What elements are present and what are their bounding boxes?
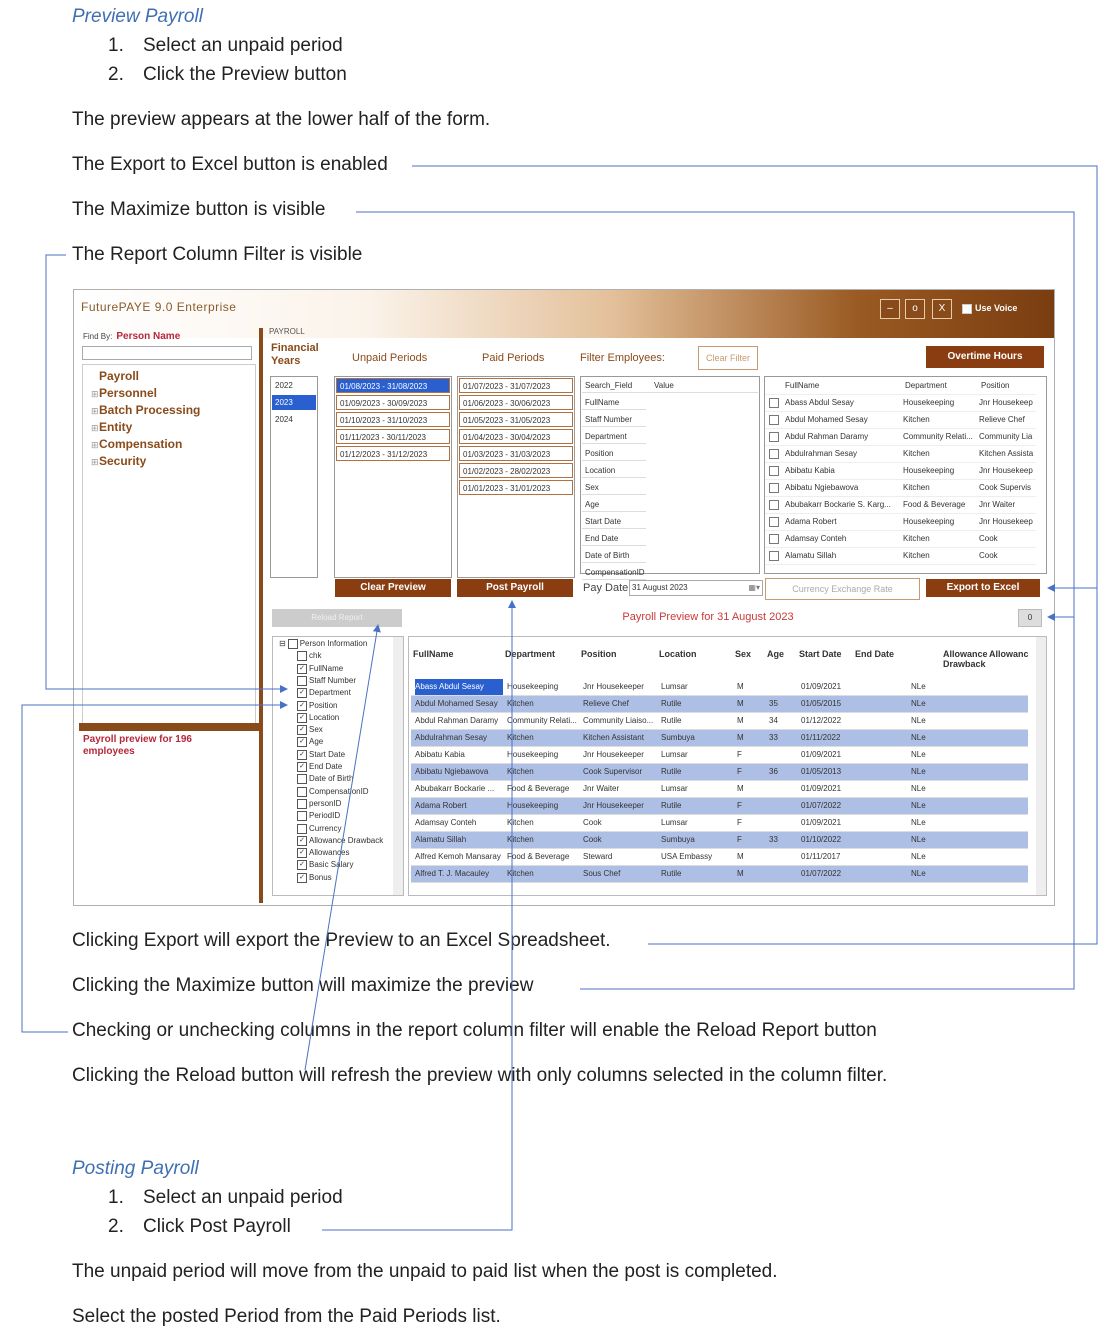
table-cell: NLe <box>911 733 926 742</box>
grid-column-header[interactable]: Position <box>581 649 617 659</box>
grid-column-header[interactable]: End Date <box>855 649 895 659</box>
paid-period-item[interactable]: 01/05/2023 - 31/05/2023 <box>459 412 573 427</box>
table-cell: Alfred Kemoh Mansaray <box>415 852 501 861</box>
paid-period-item[interactable]: 01/04/2023 - 30/04/2023 <box>459 429 573 444</box>
employee-cell: Adama Robert <box>785 517 837 526</box>
employee-cell: Abdul Rahman Daramy <box>785 432 869 441</box>
grid-column-header[interactable]: Location <box>659 649 697 659</box>
nav-item-batch-processing[interactable]: ⊞Batch Processing <box>91 403 201 417</box>
table-cell: M <box>737 869 744 878</box>
table-cell: M <box>737 784 744 793</box>
table-cell: F <box>737 818 742 827</box>
table-cell: 33 <box>769 835 778 844</box>
column-header: Position <box>981 381 1010 390</box>
search-field-header: Search_Field <box>585 381 633 390</box>
employee-cell: Abibatu Ngiebawova <box>785 483 859 492</box>
grid-column-header[interactable]: Allowanc <box>989 649 1029 659</box>
employee-cell: Housekeeping <box>903 398 955 407</box>
find-by: Find By: Person Name <box>83 331 181 342</box>
table-cell: Abass Abdul Sesay <box>415 679 503 695</box>
table-cell: 01/12/2022 <box>801 716 842 725</box>
paid-period-item[interactable]: 01/03/2023 - 31/03/2023 <box>459 446 573 461</box>
table-cell: Abibatu Ngiebawova <box>415 767 489 776</box>
filter-item-label: personID <box>309 799 342 808</box>
table-cell: 35 <box>769 699 778 708</box>
filter-item-label: Staff Number <box>309 676 356 685</box>
employee-cell: Food & Beverage <box>903 500 966 509</box>
table-cell: Cook <box>583 818 602 827</box>
nav-item-payroll[interactable]: Payroll <box>99 369 140 383</box>
table-cell: F <box>737 801 742 810</box>
section-heading-posting: Posting Payroll <box>72 1158 199 1179</box>
employee-cell: Kitchen <box>903 534 930 543</box>
search-field-row[interactable]: Sex <box>582 480 646 495</box>
table-cell: Cook <box>583 835 602 844</box>
table-cell: Food & Beverage <box>507 852 570 861</box>
table-cell: Kitchen <box>507 818 534 827</box>
filter-item-label: Currency <box>309 823 342 833</box>
year-item-selected[interactable]: 2023 <box>272 395 316 410</box>
search-field-row[interactable]: Location <box>582 463 646 478</box>
table-cell: NLe <box>911 818 926 827</box>
grid-column-header[interactable]: Sex <box>735 649 752 659</box>
table-cell: Housekeeping <box>507 682 559 691</box>
filter-item-label: End Date <box>309 762 343 772</box>
reload-report-button[interactable]: Reload Report <box>272 609 402 627</box>
note-text: Clicking Export will export the Preview to an Excel Spreadsheet. <box>72 930 611 951</box>
employee-cell: Abubakarr Bockarie S. Karg... <box>785 500 891 509</box>
filter-checkbox[interactable]: ✓ <box>297 701 307 711</box>
table-cell: Rutile <box>661 869 682 878</box>
search-field-row[interactable]: Start Date <box>582 514 646 529</box>
arrow-maximize <box>356 212 1074 989</box>
unpaid-period-item[interactable]: 01/10/2023 - 31/10/2023 <box>336 412 450 427</box>
minimize-button[interactable]: – <box>880 299 900 319</box>
table-cell: Abubakarr Bockarie ... <box>415 784 495 793</box>
arrow-reload <box>305 625 378 1070</box>
employee-cell: Community Lia <box>979 432 1033 441</box>
table-cell: 36 <box>769 767 778 776</box>
table-cell: Steward <box>583 852 613 861</box>
table-cell: NLe <box>911 750 926 759</box>
table-cell: Kitchen <box>507 869 534 878</box>
table-cell: Kitchen <box>507 699 534 708</box>
table-cell: 01/05/2015 <box>801 699 842 708</box>
paid-periods-label: Paid Periods <box>482 352 545 364</box>
table-cell: USA Embassy <box>661 852 713 861</box>
table-cell: Rutile <box>661 801 682 810</box>
filter-checkbox[interactable]: ✓ <box>297 737 307 747</box>
filter-checkbox[interactable]: ✓ <box>297 836 307 846</box>
employee-cell: Abdul Mohamed Sesay <box>785 415 868 424</box>
employee-cell: Kitchen <box>903 483 930 492</box>
table-cell: M <box>737 699 744 708</box>
unpaid-period-item[interactable]: 01/11/2023 - 30/11/2023 <box>336 429 450 444</box>
table-cell: F <box>737 750 742 759</box>
nav-item-entity[interactable]: ⊞Entity <box>91 420 133 434</box>
use-voice-toggle[interactable]: Use Voice <box>962 303 1017 314</box>
step-item: 2. Click the Preview button <box>108 64 347 85</box>
search-field-row[interactable]: Position <box>582 446 646 461</box>
table-cell: 01/09/2021 <box>801 818 842 827</box>
filter-checkbox[interactable]: ✓ <box>297 713 307 723</box>
financial-years-label: Financial Years <box>271 342 319 367</box>
table-cell: Jnr Housekeeper <box>583 750 644 759</box>
unpaid-period-item[interactable]: 01/09/2023 - 30/09/2023 <box>336 395 450 410</box>
pay-date-picker[interactable]: 31 August 2023 ▦▾ <box>629 580 763 596</box>
table-cell: NLe <box>911 835 926 844</box>
table-cell: 01/11/2022 <box>801 733 841 742</box>
filter-item-label: Position <box>309 700 338 710</box>
table-cell: NLe <box>911 699 926 708</box>
column-header: Department <box>905 381 947 390</box>
clear-preview-button[interactable]: Clear Preview <box>335 579 451 597</box>
table-cell: Kitchen <box>507 733 534 742</box>
year-item[interactable]: 2022 <box>275 381 293 390</box>
table-cell: Lumsar <box>661 750 688 759</box>
paid-period-item[interactable]: 01/06/2023 - 30/06/2023 <box>459 395 573 410</box>
filter-item-label: chk <box>309 651 322 661</box>
table-cell: 01/09/2021 <box>801 682 842 691</box>
table-cell: Lumsar <box>661 682 688 691</box>
filter-item-label: Date of Birth <box>309 774 354 784</box>
table-cell: M <box>737 682 744 691</box>
post-payroll-button[interactable]: Post Payroll <box>457 579 573 597</box>
employee-cell: Community Relati... <box>903 432 973 441</box>
table-cell: Abdul Rahman Daramy <box>415 716 499 725</box>
table-cell: NLe <box>911 716 926 725</box>
table-cell: Kitchen <box>507 835 534 844</box>
table-cell: Community Relati... <box>507 716 577 725</box>
search-field-row[interactable]: CompensationID <box>582 565 646 580</box>
employee-cell: Relieve Chef <box>979 415 1025 424</box>
calendar-icon: ▦▾ <box>748 583 760 592</box>
filter-checkbox[interactable]: ✓ <box>297 688 307 698</box>
employee-cell: Housekeeping <box>903 466 955 475</box>
step-item: 1. Select an unpaid period <box>108 35 343 56</box>
table-cell: Kitchen <box>507 767 534 776</box>
table-cell: 01/07/2022 <box>801 869 842 878</box>
note-text: Select the posted Period from the Paid Periods list. <box>72 1306 501 1327</box>
nav-item-personnel[interactable]: ⊞Personnel <box>91 386 158 400</box>
note-text: The Report Column Filter is visible <box>72 244 363 265</box>
grid-column-header[interactable]: FullName <box>413 649 454 659</box>
table-cell: NLe <box>911 682 926 691</box>
note-text: Clicking the Reload button will refresh the preview with only columns selected in the column filter. <box>72 1065 888 1086</box>
filter-item-label: PeriodID <box>309 811 341 821</box>
filter-item-label: FullName <box>309 663 344 673</box>
table-cell: M <box>737 733 744 742</box>
employee-cell: Kitchen <box>903 449 930 458</box>
paid-period-item[interactable]: 01/01/2023 - 31/01/2023 <box>459 480 573 495</box>
unpaid-period-selected[interactable]: 01/08/2023 - 31/08/2023 <box>336 378 450 393</box>
restore-button[interactable]: o <box>905 299 925 319</box>
employee-cell: Jnr Waiter <box>979 500 1016 509</box>
table-cell: Abibatu Kabia <box>415 750 465 759</box>
filter-checkbox[interactable]: ✓ <box>297 762 307 772</box>
filter-checkbox[interactable]: ✓ <box>297 725 307 735</box>
search-field-row[interactable]: FullName <box>582 395 646 410</box>
arrow-filter <box>46 255 287 689</box>
filter-checkbox[interactable]: ✓ <box>297 860 307 870</box>
grid-column-header[interactable]: Department <box>505 649 556 659</box>
table-cell: Housekeeping <box>507 801 559 810</box>
table-cell: M <box>737 852 744 861</box>
table-cell: 34 <box>769 716 778 725</box>
breadcrumb: PAYROLL <box>269 327 305 336</box>
table-cell: Alfred T. J. Macauley <box>415 869 490 878</box>
search-field-row[interactable]: Staff Number <box>582 412 646 427</box>
table-cell: 33 <box>769 733 778 742</box>
arrow-export <box>412 166 1097 944</box>
paid-period-item[interactable]: 01/02/2023 - 28/02/2023 <box>459 463 573 478</box>
table-cell: Lumsar <box>661 784 688 793</box>
table-cell: Kitchen Assistant <box>583 733 644 742</box>
paid-period-item[interactable]: 01/07/2023 - 31/07/2023 <box>459 378 573 393</box>
table-cell: Jnr Housekeeper <box>583 801 644 810</box>
preview-count: Payroll preview for 196 employees <box>83 734 192 757</box>
nav-item-compensation[interactable]: ⊞Compensation <box>91 437 183 451</box>
table-cell: Rutile <box>661 767 682 776</box>
note-text: The unpaid period will move from the unpaid to paid list when the post is completed. <box>72 1261 778 1282</box>
note-text: The Export to Excel button is enabled <box>72 154 388 175</box>
filter-item-label: Bonus <box>309 872 332 882</box>
filter-item-label: Age <box>309 737 324 747</box>
filter-item-label: CompensationID <box>309 786 369 796</box>
employee-cell: Alamatu Sillah <box>785 551 837 560</box>
grid-column-header[interactable]: Start Date <box>799 649 842 659</box>
filter-checkbox[interactable]: ✓ <box>297 873 307 883</box>
currency-exchange-rate-input[interactable]: Currency Exchange Rate <box>765 578 920 600</box>
table-cell: Relieve Chef <box>583 699 629 708</box>
step-item: 1. Select an unpaid period <box>108 1187 343 1208</box>
table-cell: NLe <box>911 767 926 776</box>
filter-checkbox[interactable]: ✓ <box>297 664 307 674</box>
employee-cell: Kitchen <box>903 415 930 424</box>
collapse-icon[interactable]: ⊟ <box>279 639 286 649</box>
table-cell: Adama Robert <box>415 801 467 810</box>
table-cell: Jnr Waiter <box>583 784 620 793</box>
table-cell: Jnr Housekeeper <box>583 682 644 691</box>
table-cell: Food & Beverage <box>507 784 570 793</box>
employee-cell: Jnr Housekeep <box>979 517 1033 526</box>
close-button[interactable]: X <box>932 299 952 319</box>
year-item[interactable]: 2024 <box>275 415 293 424</box>
employee-cell: Jnr Housekeep <box>979 398 1033 407</box>
employee-cell: Jnr Housekeep <box>979 466 1033 475</box>
search-field-row[interactable]: Department <box>582 429 646 444</box>
note-text: Checking or unchecking columns in the report column filter will enable the Reload Report button <box>72 1020 877 1041</box>
unpaid-periods-label: Unpaid Periods <box>352 352 428 364</box>
find-by-selector[interactable]: Person Name <box>116 331 181 342</box>
step-item: 2. Click Post Payroll <box>108 1216 291 1237</box>
table-cell: Sumbuya <box>661 835 695 844</box>
table-cell: Community Liaiso... <box>583 716 654 725</box>
table-cell: 01/09/2021 <box>801 750 842 759</box>
table-cell: 01/10/2022 <box>801 835 842 844</box>
filter-item-label: Person Information <box>299 639 368 649</box>
table-cell: NLe <box>911 784 926 793</box>
table-cell: M <box>737 716 744 725</box>
table-cell: Adamsay Conteh <box>415 818 477 827</box>
filter-employees-label: Filter Employees: <box>580 352 665 364</box>
employee-cell: Kitchen Assista <box>979 449 1034 458</box>
search-field-row[interactable]: Date of Birth <box>582 548 646 563</box>
preview-title: Payroll Preview for 31 August 2023 <box>622 611 794 623</box>
pay-date-label: Pay Date <box>583 582 629 594</box>
table-cell: Lumsar <box>661 818 688 827</box>
filter-checkbox[interactable]: ✓ <box>297 848 307 858</box>
filter-item-label: Allowance Drawback <box>309 835 384 845</box>
column-header: FullName <box>785 381 820 390</box>
table-cell: NLe <box>911 852 926 861</box>
note-text: The preview appears at the lower half of the form. <box>72 109 491 130</box>
arrow-checking <box>22 705 287 1032</box>
table-cell: 01/09/2021 <box>801 784 842 793</box>
filter-item-label: Sex <box>309 725 323 735</box>
nav-item-security[interactable]: ⊞Security <box>91 454 147 468</box>
employee-cell: Kitchen <box>903 551 930 560</box>
filter-item-label: Basic Salary <box>309 860 354 870</box>
search-field-row[interactable]: End Date <box>582 531 646 546</box>
table-cell: 01/11/2017 <box>801 852 841 861</box>
table-cell: Rutile <box>661 716 682 725</box>
table-cell: F <box>737 835 742 844</box>
filter-item-label: Department <box>309 688 351 698</box>
app-title: FuturePAYE 9.0 Enterprise <box>81 300 237 314</box>
employee-cell: Adamsay Conteh <box>785 534 847 543</box>
overtime-hours-button[interactable]: Overtime Hours <box>926 346 1044 368</box>
employee-cell: Cook <box>979 551 998 560</box>
employee-cell: Housekeeping <box>903 517 955 526</box>
table-cell: Sumbuya <box>661 733 695 742</box>
employee-cell: Cook <box>979 534 998 543</box>
maximize-button[interactable]: 0 <box>1018 609 1042 627</box>
table-cell: Housekeeping <box>507 750 559 759</box>
employee-cell: Cook Supervis <box>979 483 1032 492</box>
table-cell: 01/07/2022 <box>801 801 842 810</box>
employee-cell: Abass Abdul Sesay <box>785 398 854 407</box>
grid-column-header[interactable]: Age <box>767 649 785 659</box>
table-cell: NLe <box>911 869 926 878</box>
table-cell: Sous Chef <box>583 869 621 878</box>
filter-item-label: Start Date <box>309 749 346 759</box>
value-header: Value <box>654 381 674 390</box>
unpaid-period-item[interactable]: 01/12/2023 - 31/12/2023 <box>336 446 450 461</box>
table-cell: F <box>737 767 742 776</box>
employee-cell: Abibatu Kabia <box>785 466 835 475</box>
table-cell: Alamatu Sillah <box>415 835 467 844</box>
search-field-row[interactable]: Age <box>582 497 646 512</box>
clear-filter-button[interactable]: Clear Filter <box>698 346 758 370</box>
note-text: The Maximize button is visible <box>72 199 326 220</box>
filter-item-label: Allowances <box>309 848 350 858</box>
table-cell: NLe <box>911 801 926 810</box>
table-cell: Abdulrahman Sesay <box>415 733 488 742</box>
grid-column-header[interactable]: Allowance Drawback <box>943 649 988 669</box>
employee-cell: Abdulrahman Sesay <box>785 449 858 458</box>
note-text: Clicking the Maximize button will maximize the preview <box>72 975 534 996</box>
table-cell: Rutile <box>661 699 682 708</box>
table-cell: 01/05/2013 <box>801 767 842 776</box>
table-cell: Cook Supervisor <box>583 767 643 776</box>
filter-item-label: Location <box>309 712 340 722</box>
filter-checkbox[interactable]: ✓ <box>297 750 307 760</box>
table-cell: Abdul Mohamed Sesay <box>415 699 498 708</box>
section-heading-preview: Preview Payroll <box>72 6 203 27</box>
export-to-excel-button[interactable]: Export to Excel <box>926 579 1040 597</box>
arrow-post <box>322 601 512 1230</box>
